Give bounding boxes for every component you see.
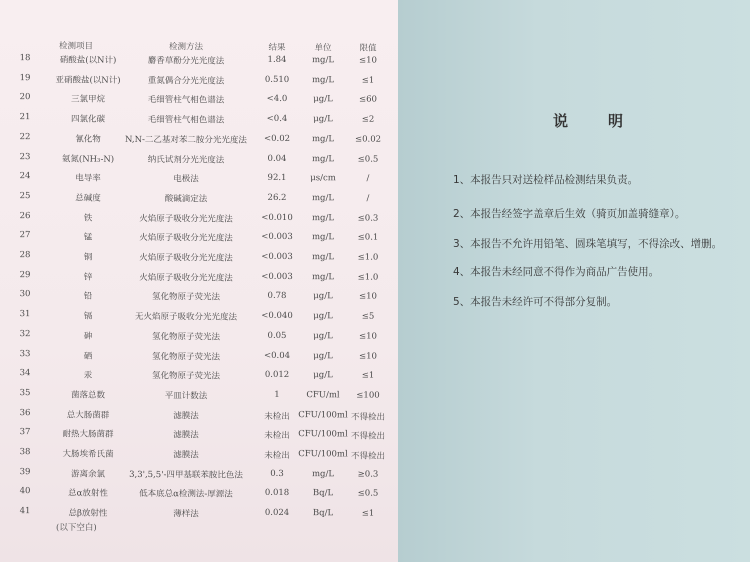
table-row — [0, 486, 402, 505]
row-unit: mg/L — [311, 468, 335, 480]
row-number: 39 — [19, 466, 31, 477]
row-result: 0.04 — [267, 153, 287, 164]
table-row — [0, 171, 402, 190]
row-item: 总大肠菌群 — [66, 410, 110, 421]
row-method: 毛细管柱气相色谱法 — [147, 95, 225, 106]
row-unit: mg/L — [311, 153, 335, 164]
row-result: <0.003 — [261, 232, 293, 243]
row-result: <0.4 — [266, 113, 288, 125]
row-item: 总碱度 — [75, 193, 101, 204]
row-unit: CFU/ml — [306, 390, 340, 401]
table-row — [0, 73, 402, 92]
row-number: 27 — [19, 230, 31, 241]
row-method: 平皿计数法 — [164, 391, 208, 402]
row-unit: Bq/L — [312, 488, 334, 499]
table-row — [0, 92, 402, 111]
row-limit: ≤1 — [361, 370, 375, 381]
table-row — [0, 427, 402, 446]
row-unit: mg/L — [311, 212, 335, 223]
row-item: 锌 — [83, 272, 93, 283]
notice-item: 5、本报告未经许可不得部分复制。 — [453, 296, 618, 308]
row-method: 氢化物原子荧光法 — [151, 351, 221, 363]
row-number: 18 — [19, 53, 31, 64]
row-limit: ≤0.02 — [354, 134, 382, 145]
header-method: 检测方法 — [168, 42, 204, 53]
row-method: 电极法 — [173, 174, 199, 185]
row-method: 低本底总α检测法-厚源法 — [139, 489, 233, 501]
header-unit: 单位 — [314, 43, 332, 54]
row-unit: CFU/100ml — [298, 429, 348, 440]
row-limit: / — [366, 193, 370, 204]
row-result: 0.510 — [264, 74, 290, 85]
row-item: 铅 — [83, 291, 93, 303]
row-number: 34 — [19, 368, 31, 379]
table-row — [0, 230, 402, 249]
row-limit: ≤10 — [358, 291, 378, 303]
row-limit: ≤10 — [358, 55, 378, 66]
row-limit: ≤0.5 — [357, 488, 379, 500]
table-row — [0, 467, 402, 486]
row-number: 25 — [19, 191, 31, 202]
table-row — [0, 53, 402, 72]
row-item: 氨氮(NH₃-N) — [61, 153, 115, 165]
row-limit: ≥0.3 — [357, 469, 379, 480]
row-item: 铜 — [83, 252, 93, 263]
row-unit: Bq/L — [312, 508, 334, 519]
row-unit: μs/cm — [310, 173, 336, 184]
row-result: 0.3 — [270, 468, 284, 479]
row-unit: CFU/100ml — [298, 449, 348, 460]
row-number: 28 — [19, 250, 31, 261]
row-unit: mg/L — [311, 55, 335, 66]
row-method: 重氮偶合分光光度法 — [147, 75, 225, 87]
row-method: 滤膜法 — [173, 410, 199, 421]
row-limit: ≤0.1 — [357, 232, 379, 243]
table-row — [0, 329, 402, 348]
row-result: 未检出 — [264, 411, 290, 422]
row-method: 氢化物原子荧光法 — [151, 292, 221, 303]
notice-item: 1、本报告只对送检样品检测结果负责。 — [453, 174, 639, 186]
table-row — [0, 132, 402, 151]
row-method: 火焰原子吸收分光光度法 — [139, 213, 233, 225]
row-number: 41 — [19, 506, 31, 517]
notice-item: 2、本报告经签字盖章后生效（骑页加盖骑缝章）。 — [453, 208, 686, 220]
table-row — [0, 368, 402, 387]
row-limit: 不得检出 — [350, 451, 386, 462]
table-footer-note: (以下空白) — [56, 523, 97, 533]
row-limit: ≤1 — [361, 75, 375, 86]
row-result: 92.1 — [267, 173, 287, 184]
row-limit: ≤5 — [361, 311, 375, 322]
row-item: 大肠埃希氏菌 — [62, 449, 114, 460]
row-result: 未检出 — [264, 431, 290, 442]
row-unit: μg/L — [313, 311, 333, 322]
row-number: 19 — [19, 72, 31, 83]
row-item: 总α放射性 — [68, 488, 108, 500]
row-item: 氰化物 — [75, 134, 101, 145]
row-result: 0.012 — [264, 370, 290, 381]
row-result: <0.040 — [261, 310, 293, 322]
row-method: 氢化物原子荧光法 — [151, 331, 221, 343]
row-limit: ≤1.0 — [357, 272, 379, 283]
row-number: 40 — [19, 486, 31, 497]
row-result: 26.2 — [267, 192, 287, 203]
row-unit: mg/L — [311, 232, 335, 243]
row-item: 总β放射性 — [68, 508, 108, 519]
table-row — [0, 408, 402, 427]
row-method: 氢化物原子荧光法 — [151, 371, 221, 382]
row-number: 29 — [19, 269, 31, 280]
row-result: 0.018 — [264, 488, 290, 499]
row-limit: / — [366, 173, 370, 184]
row-limit: ≤60 — [358, 94, 378, 106]
row-number: 26 — [19, 210, 31, 221]
row-number: 35 — [19, 388, 31, 399]
row-number: 23 — [19, 151, 31, 162]
row-method: 麝香草酚分光光度法 — [147, 56, 225, 67]
table-row — [0, 289, 402, 308]
notice-page — [398, 0, 750, 562]
row-method: 薄样法 — [173, 509, 199, 520]
row-item: 电导率 — [75, 173, 101, 184]
row-number: 20 — [19, 92, 31, 103]
row-method: 火焰原子吸收分光光度法 — [139, 272, 233, 284]
row-method: 纳氏试剂分光光度法 — [147, 154, 225, 166]
row-result: 1 — [274, 389, 280, 400]
row-item: 硒 — [83, 351, 93, 362]
row-item: 锰 — [83, 232, 93, 243]
row-result: <0.003 — [261, 251, 293, 263]
row-item: 镉 — [83, 311, 93, 322]
row-unit: CFU/100ml — [298, 409, 348, 421]
notice-item: 4、本报告未经同意不得作为商品广告使用。 — [453, 266, 660, 278]
row-result: <0.003 — [261, 271, 293, 282]
header-item: 检测项目 — [58, 41, 94, 52]
row-unit: mg/L — [311, 193, 335, 204]
table-row — [0, 309, 402, 328]
row-number: 24 — [19, 171, 31, 182]
row-method: 火焰原子吸收分光光度法 — [139, 233, 233, 244]
row-method: 滤膜法 — [173, 430, 199, 441]
table-row — [0, 112, 402, 131]
row-number: 37 — [19, 427, 31, 438]
table-row — [0, 152, 402, 171]
row-method: 滤膜法 — [173, 450, 199, 461]
header-result: 结果 — [268, 42, 286, 53]
row-result: 0.024 — [264, 507, 290, 519]
row-method: 3,3',5,5'-四甲基联苯胺比色法 — [129, 469, 243, 481]
table-row — [0, 388, 402, 407]
row-item: 铁 — [83, 213, 93, 224]
row-number: 36 — [19, 407, 31, 418]
row-result: 未检出 — [264, 450, 290, 462]
row-number: 31 — [19, 309, 31, 320]
row-number: 30 — [19, 289, 31, 300]
row-item: 游离余氯 — [70, 469, 106, 480]
row-unit: mg/L — [311, 74, 335, 86]
row-unit: μg/L — [313, 350, 333, 361]
table-row — [0, 250, 402, 269]
notice-title: 说 明 — [553, 112, 628, 130]
row-result: 0.78 — [267, 291, 287, 302]
row-item: 三氯甲烷 — [70, 94, 106, 106]
row-item: 亚硝酸盐(以N计) — [55, 75, 121, 86]
row-number: 38 — [19, 447, 31, 458]
row-result: <0.02 — [263, 133, 291, 144]
row-unit: mg/L — [311, 271, 335, 283]
row-result: <0.04 — [263, 350, 291, 361]
row-limit: ≤2 — [361, 114, 375, 125]
table-row — [0, 270, 402, 289]
row-item: 菌落总数 — [70, 390, 106, 401]
row-method: 酸碱滴定法 — [164, 194, 208, 205]
table-row — [0, 447, 402, 466]
row-unit: μg/L — [313, 330, 333, 342]
row-item: 硝酸盐(以N计) — [59, 55, 117, 66]
header-limit: 限值 — [359, 43, 377, 54]
row-item: 砷 — [83, 331, 93, 342]
row-limit: ≤1.0 — [357, 252, 379, 263]
row-result: <0.010 — [261, 212, 293, 223]
row-item: 耐热大肠菌群 — [62, 429, 114, 441]
row-number: 32 — [19, 328, 31, 340]
row-method: N,N-二乙基对苯二胺分光光度法 — [125, 134, 247, 146]
row-number: 21 — [19, 112, 31, 123]
row-unit: μg/L — [313, 114, 333, 125]
row-unit: μg/L — [313, 370, 333, 381]
row-unit: μg/L — [313, 94, 333, 105]
table-row — [0, 349, 402, 368]
row-result: <4.0 — [266, 94, 288, 105]
row-limit: ≤10 — [358, 351, 378, 362]
row-number: 22 — [19, 131, 31, 143]
table-row — [0, 191, 402, 210]
table-row — [0, 211, 402, 230]
row-limit: ≤0.3 — [357, 213, 379, 224]
row-limit: ≤0.5 — [357, 153, 379, 165]
notice-item: 3、本报告不允许用铅笔、圆珠笔填写，不得涂改、增删。 — [453, 238, 723, 250]
row-limit: ≤10 — [358, 331, 378, 342]
row-method: 毛细管柱气相色谱法 — [147, 115, 225, 126]
row-method: 无火焰原子吸收分光光度法 — [134, 312, 238, 323]
row-number: 33 — [19, 348, 31, 359]
row-limit: ≤100 — [356, 390, 380, 401]
row-unit: mg/L — [311, 252, 335, 263]
row-limit: 不得检出 — [350, 431, 386, 442]
row-unit: μg/L — [313, 291, 333, 302]
row-result: 0.05 — [267, 330, 287, 341]
row-limit: ≤1 — [361, 508, 375, 519]
row-item: 汞 — [83, 370, 93, 381]
row-method: 火焰原子吸收分光光度法 — [139, 252, 233, 264]
row-item: 四氯化碳 — [70, 114, 106, 125]
row-unit: mg/L — [311, 133, 335, 145]
row-result: 1.84 — [267, 54, 287, 65]
row-limit: 不得检出 — [350, 412, 386, 423]
